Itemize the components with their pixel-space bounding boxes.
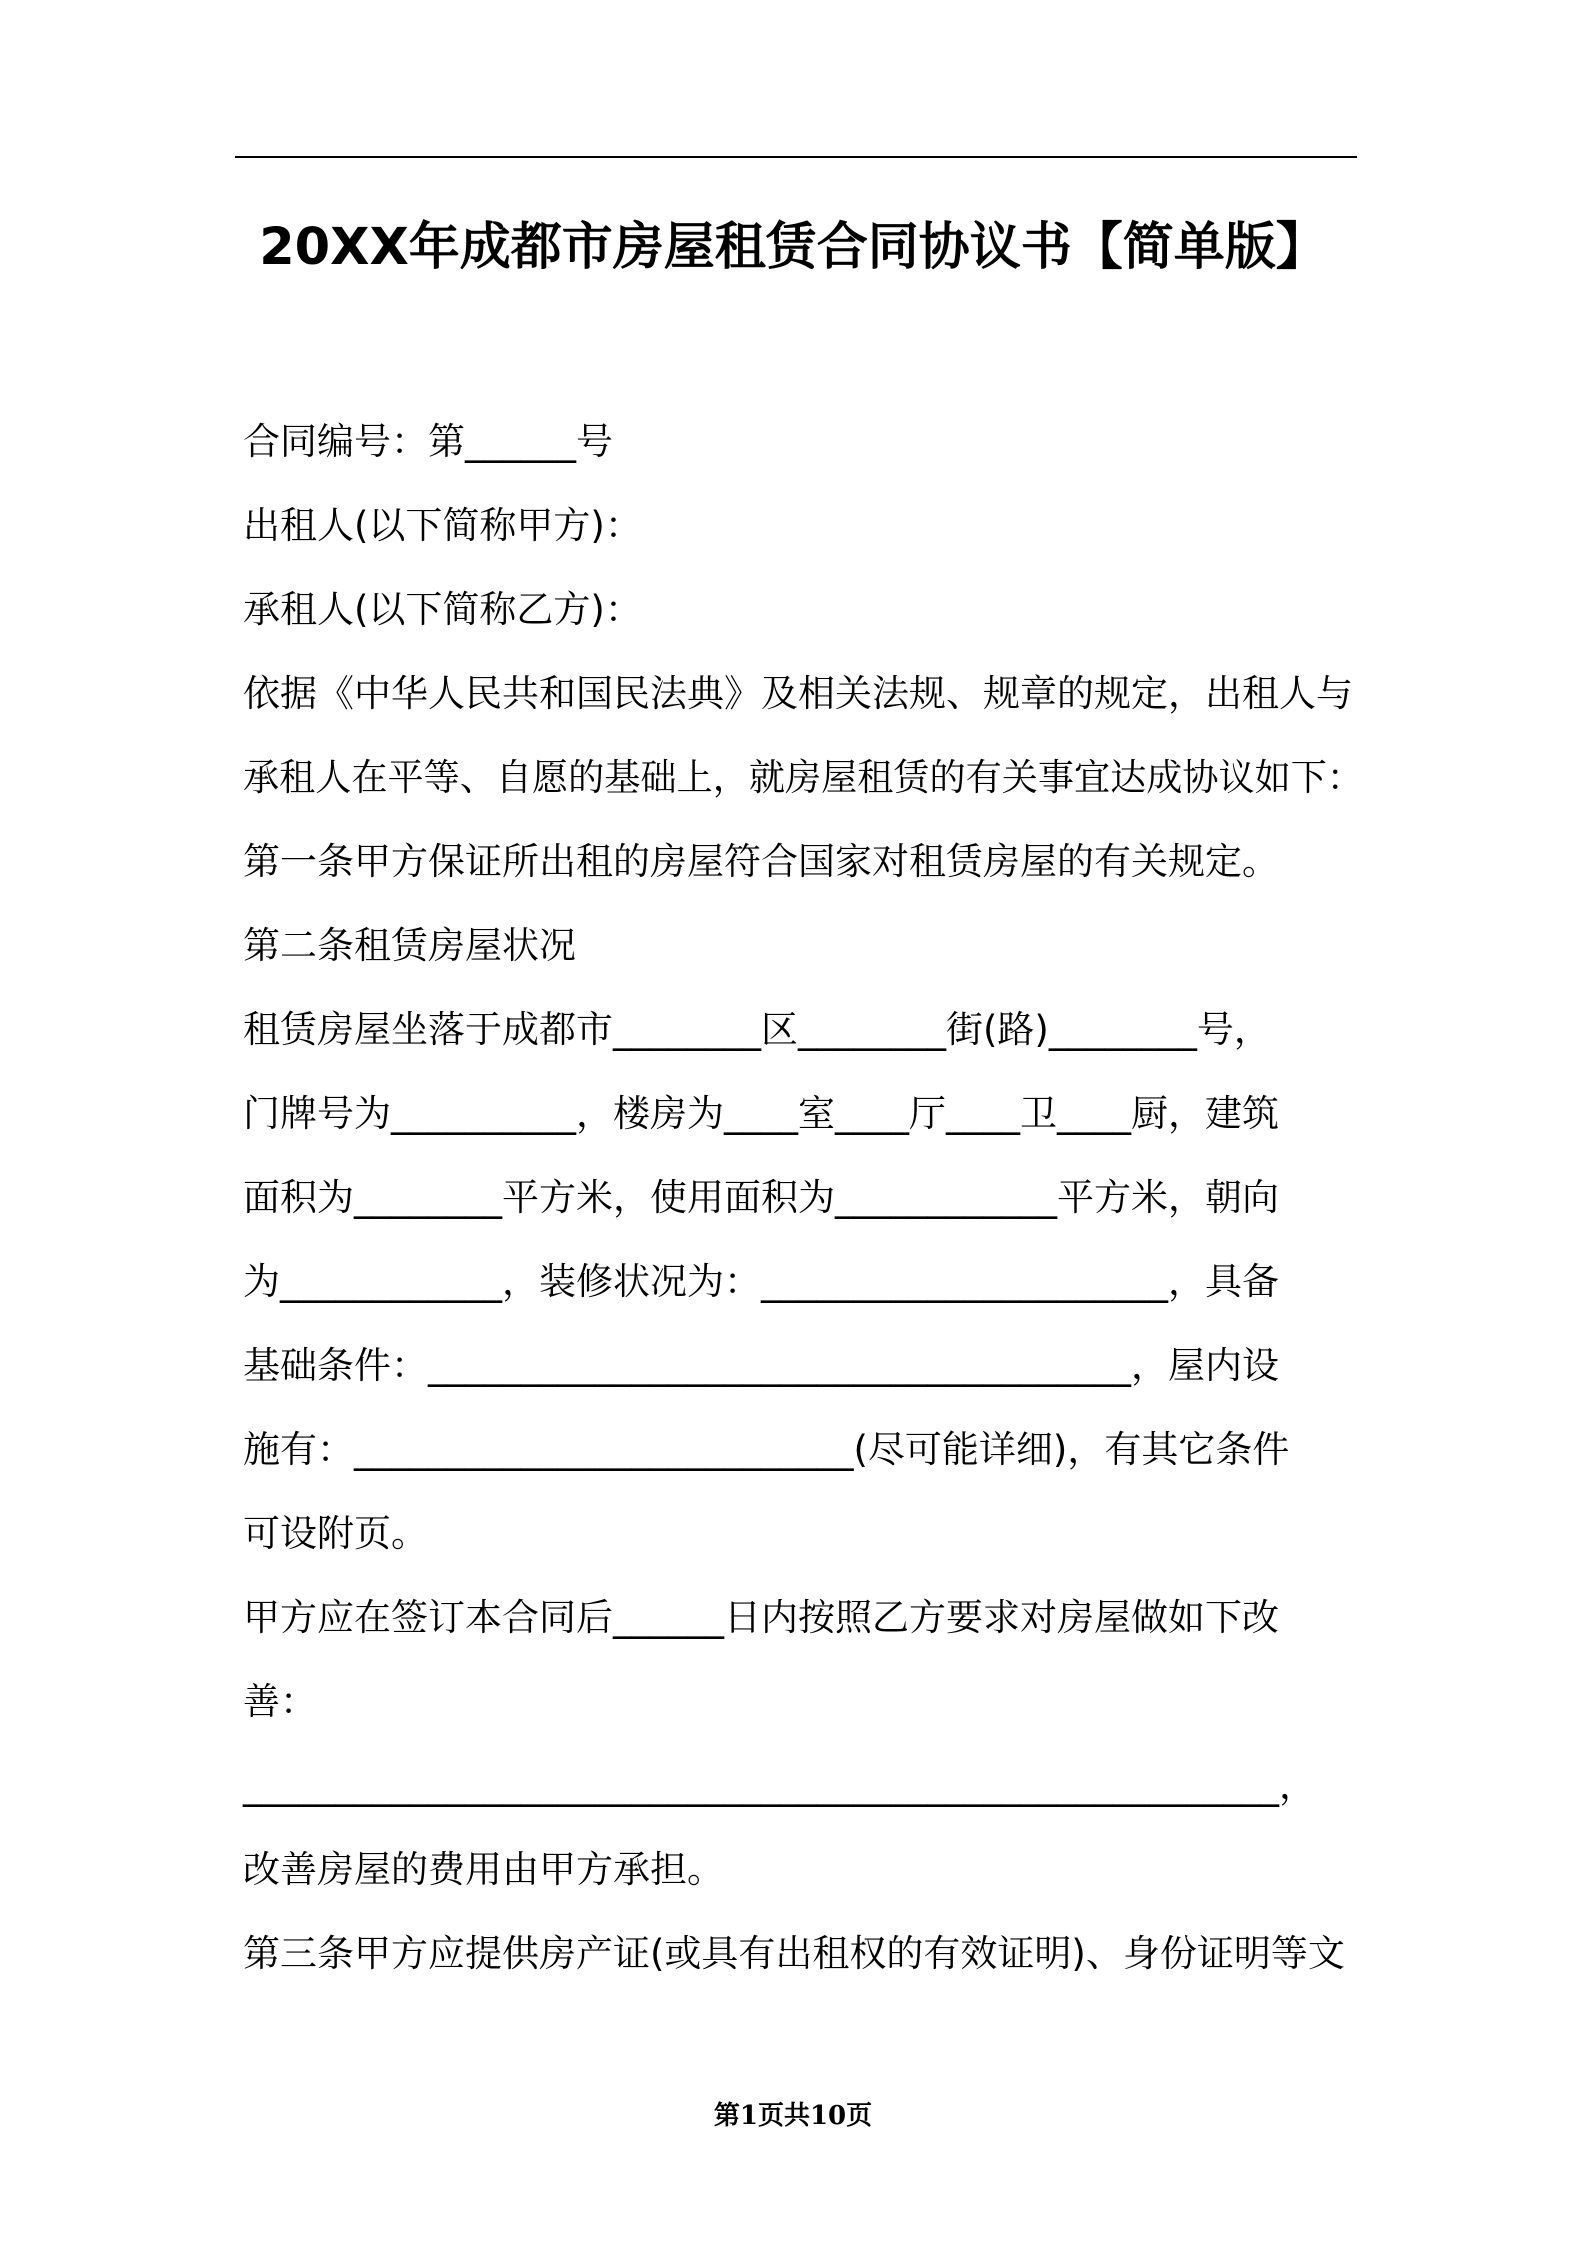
- preamble-line-2: 承租人在平等、自愿的基础上，就房屋租赁的有关事宜达成协议如下：: [243, 756, 1364, 799]
- improvement-cost-line: 改善房屋的费用由甲方承担。: [243, 1848, 724, 1891]
- header-rule: [235, 156, 1357, 158]
- article-1-line: 第一条甲方保证所出租的房屋符合国家对租赁房屋的有关规定。: [243, 840, 1279, 883]
- improvement-blank-line: ________________________________________________________，: [243, 1764, 1316, 1807]
- document-title: 20XX年成都市房屋租赁合同协议书【简单版】: [259, 218, 1327, 277]
- article-3-line-1: 第三条甲方应提供房产证(或具有出租权的有效证明)、身份证明等文: [243, 1932, 1345, 1975]
- article-2-line-6: 施有：___________________________(尽可能详细)，有其它条件: [243, 1428, 1290, 1471]
- article-2-line-3: 面积为________平方米，使用面积为____________平方米，朝向: [243, 1176, 1279, 1219]
- improvement-line-1: 甲方应在签订本合同后______日内按照乙方要求对房屋做如下改: [243, 1596, 1279, 1639]
- lessor-line: 出租人(以下简称甲方)：: [243, 504, 642, 547]
- preamble-line-1: 依据《中华人民共和国民法典》及相关法规、规章的规定，出租人与: [243, 672, 1353, 715]
- article-2-line-5: 基础条件：______________________________________，屋内设: [243, 1344, 1279, 1387]
- lessee-line: 承租人(以下简称乙方)：: [243, 588, 642, 631]
- article-2-line-1: 租赁房屋坐落于成都市________区________街(路)________号，: [243, 1008, 1271, 1051]
- contract-number-line: 合同编号：第______号: [243, 420, 613, 463]
- article-2-line-7: 可设附页。: [243, 1512, 428, 1555]
- document-body: [243, 400, 1363, 1996]
- article-2-line-4: 为____________，装修状况为：______________________，具备: [243, 1260, 1279, 1303]
- article-2-heading: 第二条租赁房屋状况: [243, 924, 576, 967]
- improvement-line-2: 善：: [243, 1680, 317, 1723]
- page-footer: 第1页共10页: [713, 2101, 873, 2131]
- article-2-line-2: 门牌号为__________，楼房为____室____厅____卫____厨，建筑: [243, 1092, 1279, 1135]
